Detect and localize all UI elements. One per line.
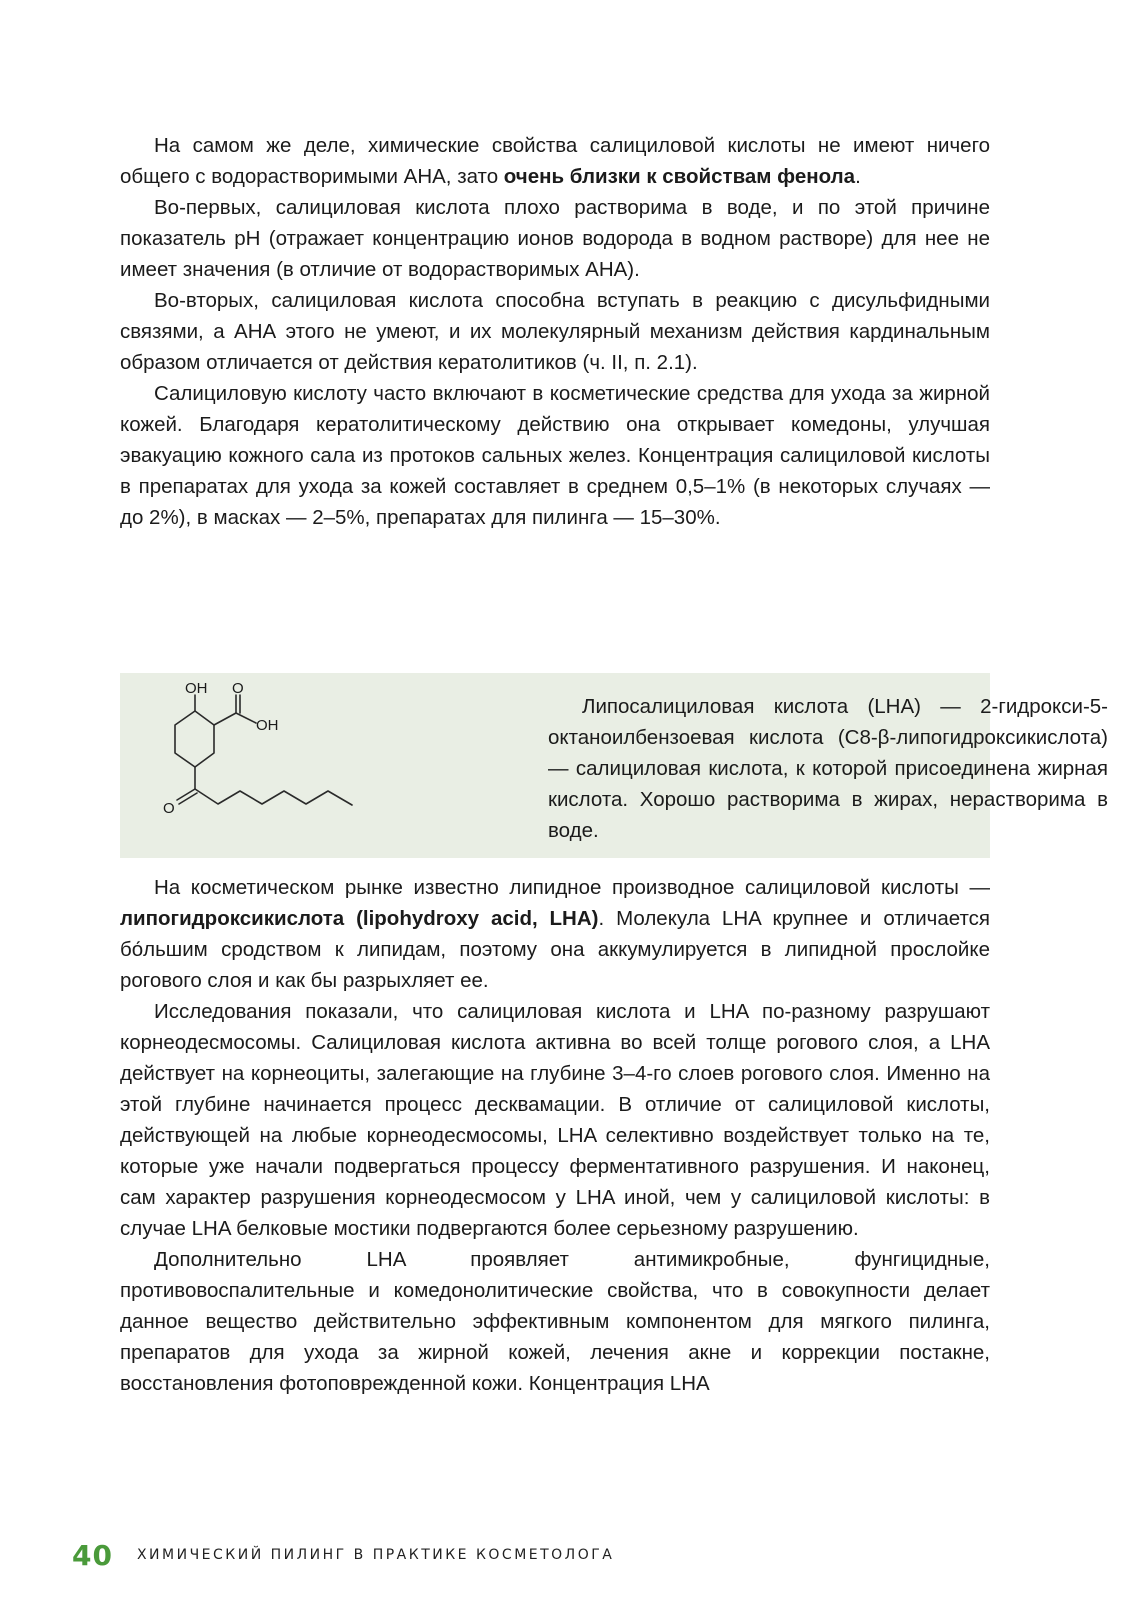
ketone-bond-b xyxy=(179,793,197,804)
bottom-text-block xyxy=(120,872,990,1399)
lha-structure-diagram xyxy=(120,673,520,858)
carbonyl-o-label: O xyxy=(232,680,244,697)
lha-caption: Липосалициловая кислота (LHA) — 2-гидрокси-5-октаноилбензоевая кислота (C8-β-липогидроксикислота) — салициловая кислота, к которой присоединена жирная кислота. Хорошо растворима в жирах, нерастворима в воде. xyxy=(548,695,1108,842)
lha-infobox xyxy=(120,673,1108,858)
page-footer xyxy=(72,1535,614,1575)
paragraph-text: На косметическом рынке известно липидное производное салициловой кислоты — xyxy=(154,876,990,899)
paragraph-solubility: Во-первых, салициловая кислота плохо растворима в воде, и по этой причине показатель pH (отражает концентрацию ионов водорода в водном растворе) для нее не имеет значения (в отличие от водорастворимых АНА). xyxy=(120,196,990,281)
bold-phrase: очень близки к свойствам фенола xyxy=(503,165,856,188)
paragraph-text: . xyxy=(855,165,861,188)
paragraph-text: . Молекула LHA крупнее и отличается бо́льшим сродством к липидам, поэтому она аккумулируется в липидной прослойке рогового слоя и как бы разрыхляет ее. xyxy=(120,907,990,992)
paragraph-disulfide: Во-вторых, салициловая кислота способна вступать в реакцию с дисульфидными связями, а АНА этого не умеют, и их молекулярный механизм действия кардинальным образом отличается от действия кератолитиков (ч. II, п. 2.1). xyxy=(120,289,990,374)
page-number: 40 xyxy=(72,1538,113,1572)
paragraph-research: Исследования показали, что салициловая кислота и LHA по-разному разрушают корнеодесмосомы. Салициловая кислота активна во всей толще рогового слоя, а LHA действует на корнеоциты, залегающие на глубине 3–4-го слоев рогового слоя. Именно на этой глубине начинается процесс десквамации. В отличие от салициловой кислоты, действующей на любые корнеодесмосомы, LHA селективно воздействует только на те, которые уже начали подвергаться процессу ферментативного разрушения. И наконец, сам характер разрушения корнеодесмосом у LHA иной, чем у салициловой кислоты: в случае LHA белковые мостики подвергаются более серьезному разрушению. xyxy=(120,1000,990,1240)
paragraph-concentration: Салициловую кислоту часто включают в косметические средства для ухода за жирной кожей. Благодаря кератолитическому действию она открывает комедоны, улучшая эвакуацию кожного сала из протоков сальных желез. Концентрация салициловой кислоты в препаратах для ухода за кожей составляет в среднем 0,5–1% (в некоторых случаях — до 2%), в масках — 2–5%, препаратах для пилинга — 15–30%. xyxy=(120,382,990,529)
paragraph-properties: Дополнительно LHA проявляет антимикробные, фунгицидные, противовоспалительные и комедонолитические свойства, что в совокупности делает данное вещество действительно эффективным компонентом для мягкого пилинга, препаратов для ухода за жирной кожей, лечения акне и коррекции постакне, восстановления фотоповрежденной кожи. Концентрация LHA xyxy=(120,1248,990,1395)
paragraph-text: На самом же деле, химические свойства салициловой кислоты не имеют ничего общего с водорастворимыми АНА, зато xyxy=(120,134,990,188)
oh-label: OH xyxy=(185,680,208,697)
acid-oh-label: OH xyxy=(256,717,279,734)
alkyl-chain xyxy=(195,789,352,805)
ketone-bond-a xyxy=(177,789,195,800)
running-title: ХИМИЧЕСКИЙ ПИЛИНГ В ПРАКТИКЕ КОСМЕТОЛОГА xyxy=(136,1547,615,1563)
ketone-o-label: O xyxy=(163,800,175,817)
bold-phrase: липогидроксикислота (lipohydroxy acid, LHA) xyxy=(120,907,599,930)
paragraph-phenol xyxy=(120,130,990,192)
carboxyl-bond xyxy=(214,713,236,725)
acid-oh-bond xyxy=(236,713,256,723)
paragraph-lha-intro xyxy=(120,872,990,996)
ring-bonds xyxy=(175,711,214,767)
top-text-block xyxy=(120,130,990,533)
